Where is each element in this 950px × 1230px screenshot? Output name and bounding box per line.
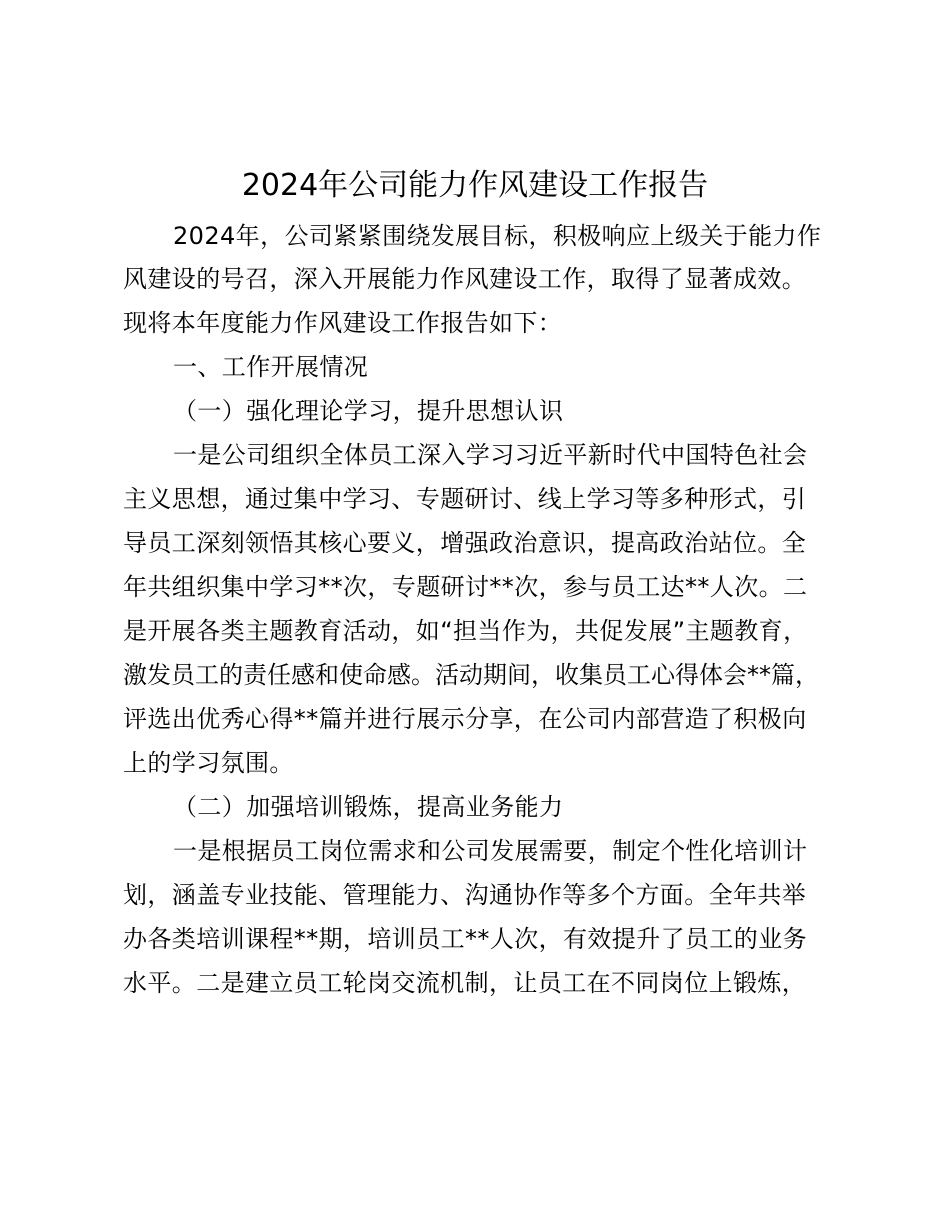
paragraph-line: 上的学习氛围。 [123,749,294,777]
paragraph-line: 主义思想，通过集中学习、专题研讨、线上学习等多种形式，引 [123,485,807,513]
paragraph-line: 一是根据员工岗位需求和公司发展需要，制定个性化培训计 [173,837,808,865]
paragraph-line: 2024年，公司紧紧围绕发展目标，积极响应上级关于能力作 [173,222,822,250]
document-title: 2024年公司能力作风建设工作报告 [241,168,709,203]
paragraph-line: 划，涵盖专业技能、管理能力、沟通协作等多个方面。全年共举 [123,881,807,909]
subsection-heading: （二）加强培训锻炼，提高业务能力 [173,793,564,821]
paragraph-line: 是开展各类主题教育活动，如“担当作为，共促发展”主题教育， [123,617,808,645]
paragraph-line: 导员工深刻领悟其核心要义，增强政治意识，提高政治站位。全 [123,529,807,557]
paragraph-line: 一是公司组织全体员工深入学习习近平新时代中国特色社会 [173,441,808,469]
paragraph-line: 评选出优秀心得**篇并进行展示分享，在公司内部营造了积极向 [123,705,807,733]
paragraph-line: 风建设的号召，深入开展能力作风建设工作，取得了显著成效。 [123,265,807,293]
paragraph-line: 水平。二是建立员工轮岗交流机制，让员工在不同岗位上锻炼， [123,969,807,997]
subsection-heading: （一）强化理论学习，提升思想认识 [173,397,564,425]
paragraph-line: 办各类培训课程**期，培训员工**人次，有效提升了员工的业务 [123,925,807,953]
paragraph-line: 激发员工的责任感和使命感。活动期间，收集员工心得体会**篇， [123,661,819,689]
paragraph-line: 现将本年度能力作风建设工作报告如下： [123,309,563,337]
section-heading: 一、工作开展情况 [173,353,369,381]
paragraph-line: 年共组织集中学习**次，专题研讨**次，参与员工达**人次。二 [123,573,808,601]
